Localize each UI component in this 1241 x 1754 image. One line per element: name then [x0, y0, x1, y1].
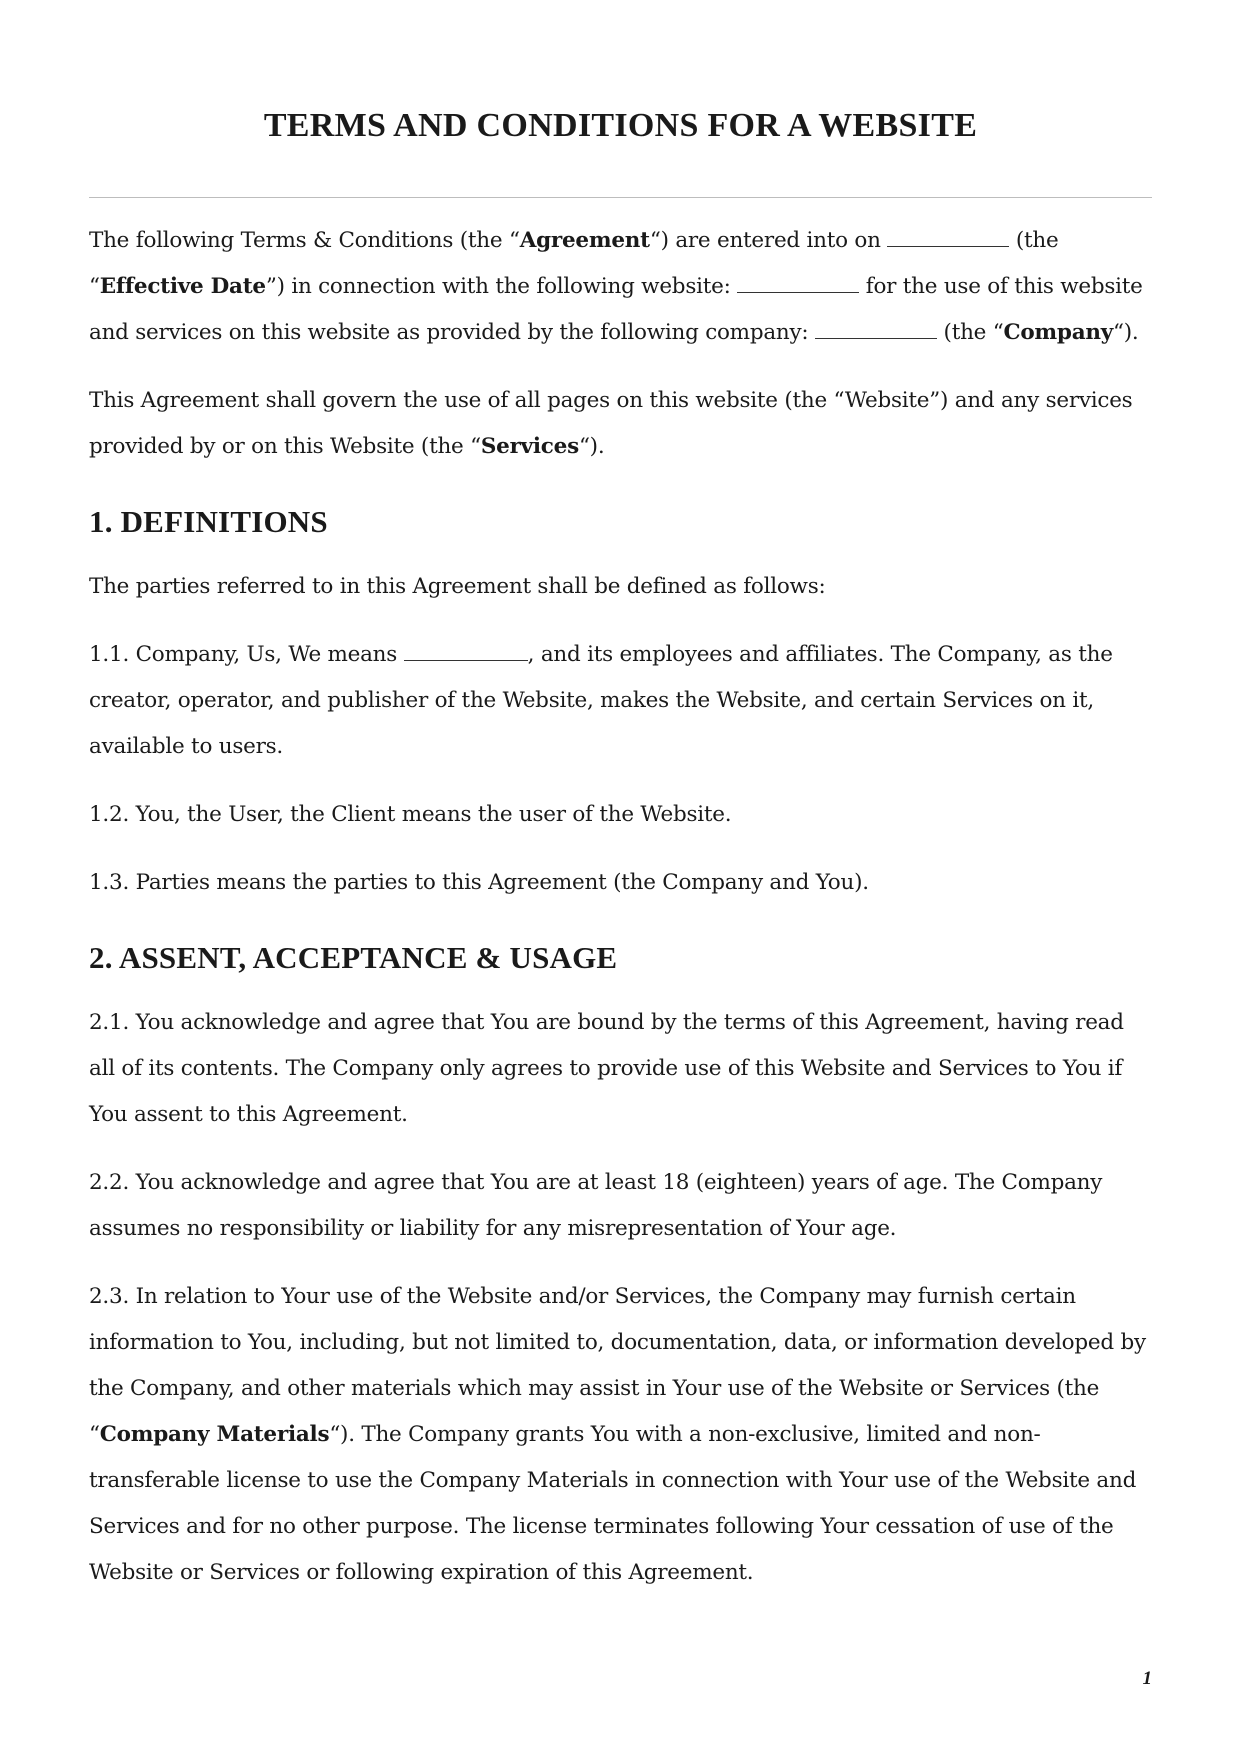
clause-1-3: 1.3. Parties means the parties to this Agreement (the Company and You).	[89, 870, 869, 895]
clause-text: 2.3. In relation to Your use of the Website and/or Services, the Company may furnish certain information to You, including, but not limited to, documentation, data, or information developed by the Company, and other materials which may assist in Your use of the Website or Services (the “	[89, 1284, 1146, 1447]
intro-text: The following Terms & Conditions (the “	[89, 228, 520, 253]
definitions-lead: The parties referred to in this Agreement shall be defined as follows:	[89, 574, 826, 599]
clause-2-1: 2.1. You acknowledge and agree that You are bound by the terms of this Agreement, having read all of its contents. The Company only agrees to provide use of this Website and Services to You if You assent to this Agreement.	[89, 1010, 1124, 1127]
clause-1-1	[89, 632, 1154, 770]
blank-company-name	[404, 660, 528, 661]
clause-text: “). The Company grants You with a non-exclusive, limited and non-transferable license to use the Company Materials in connection with Your use of the Website and Services and for no other purpose. The license terminates following Your cessation of use of the Website or Services or following expiration of this Agreement.	[89, 1422, 1137, 1585]
page-number: 1	[1142, 1668, 1152, 1689]
section-heading-assent: 2. ASSENT, ACCEPTANCE & USAGE	[89, 940, 618, 975]
clause-2-2: 2.2. You acknowledge and agree that You are at least 18 (eighteen) years of age. The Company assumes no responsibility or liability for any misrepresentation of Your age.	[89, 1170, 1103, 1241]
term-company-materials: Company Materials	[99, 1422, 330, 1447]
title-divider	[89, 197, 1152, 198]
section-heading-definitions: 1. DEFINITIONS	[89, 504, 328, 539]
term-company: Company	[1003, 320, 1114, 345]
document-body	[89, 218, 1154, 1618]
blank-company	[815, 338, 937, 339]
intro-text: “) are entered into on	[649, 228, 888, 253]
term-services: Services	[480, 434, 579, 459]
clause-2-3	[89, 1274, 1154, 1596]
clause-1-2: 1.2. You, the User, the Client means the user of the Website.	[89, 802, 732, 827]
term-agreement: Agreement	[519, 228, 650, 253]
blank-date	[887, 246, 1009, 247]
intro-text: (the “	[89, 228, 1059, 299]
term-effective-date: Effective Date	[99, 274, 266, 299]
intro-paragraph-2	[89, 378, 1154, 470]
intro-text: ”) in connection with the following website:	[265, 274, 738, 299]
blank-website	[737, 292, 859, 293]
intro-text: (the “	[936, 320, 1004, 345]
intro-text: This Agreement shall govern the use of all pages on this website (the “Website”) and any services provided by or on this Website (the “	[89, 388, 1133, 459]
document-title: TERMS AND CONDITIONS FOR A WEBSITE	[263, 107, 978, 144]
intro-paragraph-1	[89, 218, 1154, 356]
intro-text: for the use of this website and services on this website as provided by the following company:	[89, 274, 1143, 345]
clause-text: , and its employees and affiliates. The Company, as the creator, operator, and publisher of the Website, makes the Website, and certain Services on it, available to users.	[89, 642, 1113, 759]
clause-text: 1.1. Company, Us, We means	[89, 642, 404, 667]
intro-text: “).	[1113, 320, 1139, 345]
intro-text: “).	[578, 434, 605, 459]
